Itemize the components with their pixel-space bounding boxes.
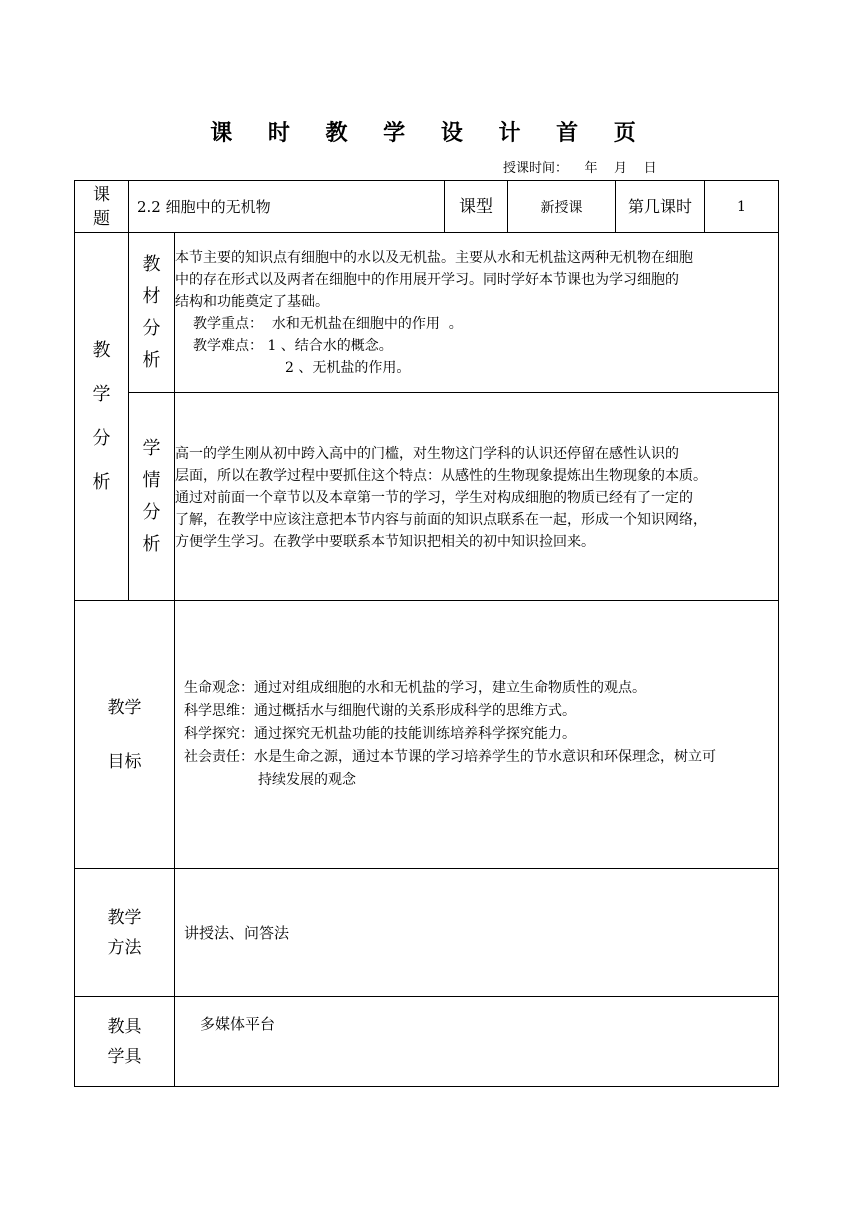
lesson-date: 授课时间： 年 月 日 bbox=[503, 161, 657, 176]
period-value: 1 bbox=[705, 181, 779, 233]
topic-label bbox=[75, 181, 129, 233]
tools-label-line: 教具 bbox=[107, 1016, 142, 1037]
material-label-char: 分 bbox=[142, 317, 161, 339]
methods-content bbox=[175, 869, 779, 997]
header-row bbox=[75, 181, 779, 233]
material-label-char: 教 bbox=[142, 253, 161, 275]
methods-label-line: 教学 bbox=[107, 907, 142, 928]
objective-line: 社会责任：水是生命之源，通过本节课的学习培养学生的节水意识和环保理念，树立可 bbox=[184, 749, 716, 765]
type-value: 新授课 bbox=[508, 181, 616, 233]
topic-value: 2.2 细胞中的无机物 bbox=[137, 198, 271, 216]
student-line: 了解，在教学中应该注意把本节内容与前面的知识点联系在一起，形成一个知识网络， bbox=[175, 511, 707, 528]
student-line: 高一的学生刚从初中跨入高中的门槛，对生物这门学科的认识还停留在感性认识的 bbox=[175, 445, 679, 462]
objectives-label-line: 目标 bbox=[107, 751, 142, 772]
methods-row bbox=[75, 869, 779, 997]
tools-label bbox=[75, 997, 175, 1087]
objectives-row bbox=[75, 601, 779, 869]
analysis-label-char: 分 bbox=[92, 427, 111, 449]
tools-content bbox=[175, 997, 779, 1087]
difficulty-1: 教学难点： 1 、结合水的概念。 bbox=[193, 337, 393, 354]
objectives-content bbox=[175, 601, 779, 869]
student-label-char: 情 bbox=[142, 469, 161, 491]
topic-label-text: 课题 bbox=[93, 184, 110, 229]
student-analysis-row bbox=[75, 393, 779, 601]
analysis-label bbox=[75, 233, 129, 601]
objective-line: 持续发展的观念 bbox=[258, 772, 356, 788]
analysis-label-char: 学 bbox=[92, 383, 111, 405]
material-label bbox=[129, 233, 175, 393]
methods-label-line: 方法 bbox=[107, 937, 142, 958]
tools-value: 多媒体平台 bbox=[200, 1015, 276, 1033]
student-label-char: 析 bbox=[142, 533, 161, 555]
student-line: 方便学生学习。在教学中要联系本节知识把相关的初中知识捡回来。 bbox=[175, 533, 595, 550]
methods-value: 讲授法、问答法 bbox=[184, 924, 290, 942]
difficulty-2: 2 、无机盐的作用。 bbox=[285, 359, 411, 376]
student-line: 层面，所以在教学过程中要抓住这个特点：从感性的生物现象提炼出生物现象的本质。 bbox=[175, 467, 707, 484]
objective-line: 科学探究：通过探究无机盐功能的技能训练培养科学探究能力。 bbox=[184, 726, 576, 742]
period-label: 第几课时 bbox=[616, 181, 705, 233]
objectives-label bbox=[75, 601, 175, 869]
topic-value-cell bbox=[129, 181, 445, 233]
type-label: 课型 bbox=[445, 181, 508, 233]
student-label bbox=[129, 393, 175, 601]
student-label-char: 学 bbox=[142, 437, 161, 459]
tools-label-line: 学具 bbox=[107, 1046, 142, 1067]
objectives-label-line: 教学 bbox=[107, 697, 142, 718]
material-line: 本节主要的知识点有细胞中的水以及无机盐。主要从水和无机盐这两种无机物在细胞 bbox=[175, 249, 693, 266]
material-label-char: 材 bbox=[142, 285, 161, 307]
material-line: 中的存在形式以及两者在细胞中的作用展开学习。同时学好本节课也为学习细胞的 bbox=[175, 271, 679, 288]
material-analysis-content bbox=[175, 233, 779, 393]
material-label-char: 析 bbox=[142, 349, 161, 371]
lesson-plan-table bbox=[74, 180, 779, 1087]
student-analysis-content bbox=[175, 393, 779, 601]
methods-label bbox=[75, 869, 175, 997]
page-title: 课 时 教 学 设 计 首 页 bbox=[210, 120, 650, 146]
material-analysis-row bbox=[75, 233, 779, 393]
objective-line: 生命观念：通过对组成细胞的水和无机盐的学习，建立生命物质性的观点。 bbox=[184, 680, 646, 696]
material-line: 结构和功能奠定了基础。 bbox=[175, 293, 329, 310]
tools-row bbox=[75, 997, 779, 1087]
key-point: 教学重点： 水和无机盐在细胞中的作用 。 bbox=[193, 315, 463, 332]
student-line: 通过对前面一个章节以及本章第一节的学习，学生对构成细胞的物质已经有了一定的 bbox=[175, 489, 693, 506]
analysis-label-char: 教 bbox=[92, 339, 111, 361]
student-label-char: 分 bbox=[142, 501, 161, 523]
analysis-label-char: 析 bbox=[92, 471, 111, 493]
objective-line: 科学思维：通过概括水与细胞代谢的关系形成科学的思维方式。 bbox=[184, 703, 576, 719]
